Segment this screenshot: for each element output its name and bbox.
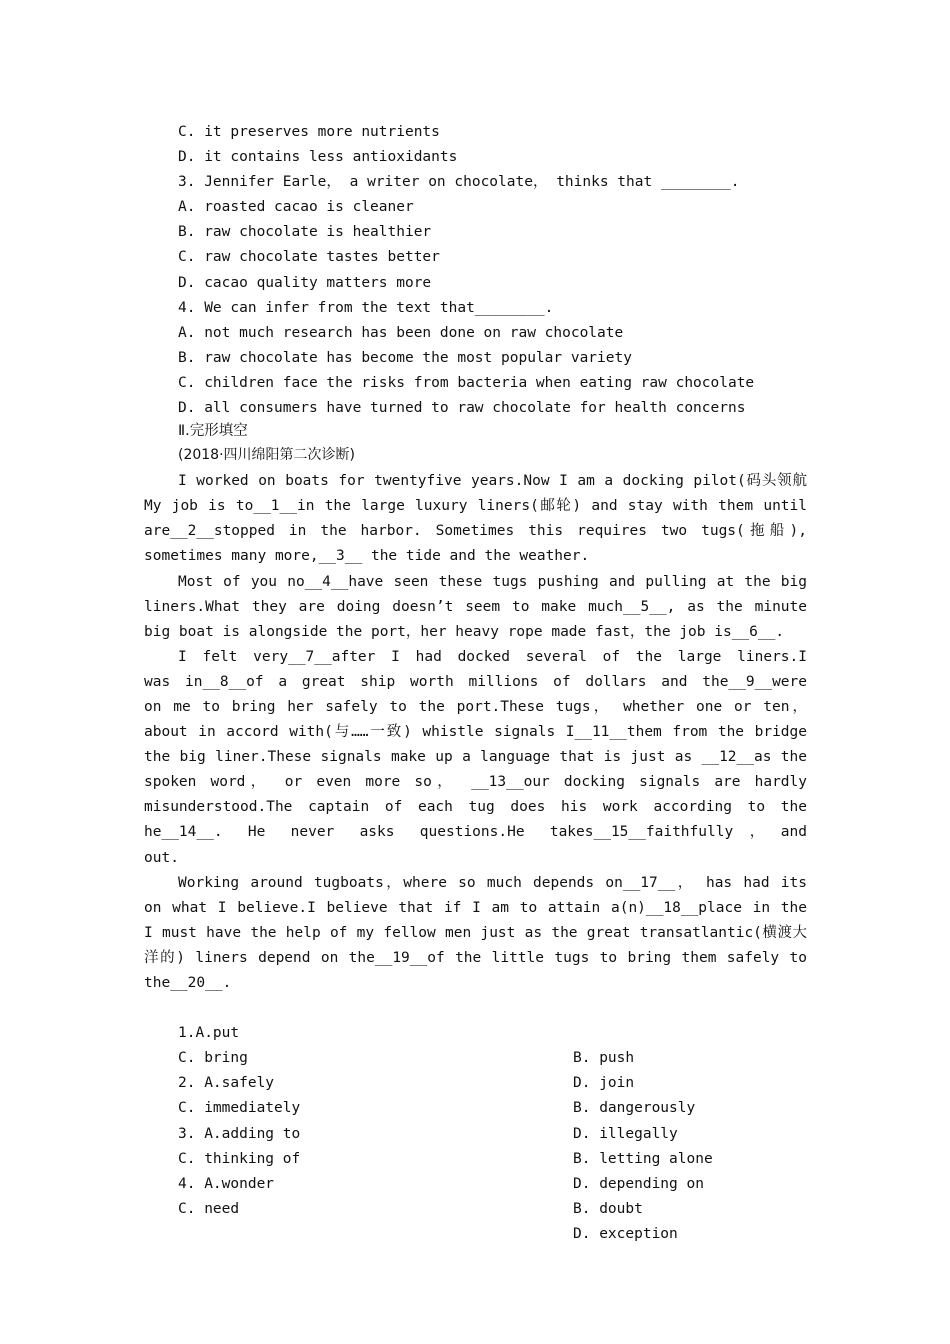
mc-line: B. raw chocolate is healthier [178,224,432,241]
document-page [144,120,807,1242]
passage-line: My job is to__1__in the large luxury liners(邮轮) and stay with them until [144,498,807,515]
option-left: C. immediately [178,1100,301,1117]
option-right: B. push [573,1050,635,1067]
passage-line: the__20__. [144,975,232,991]
mc-question-4: 4. We can infer from the text that________. [178,299,554,316]
option-left: 2. A.safely [178,1075,275,1092]
passage-line: misunderstood.The captain of each tug does his work according to the [144,799,807,816]
option-right: B. doubt [573,1200,643,1217]
section-heading: Ⅱ.完形填空 [178,423,248,440]
passage-line: Working around tugboats，where so much depends on__17__， has had its [178,874,807,891]
passage-line: I felt very__7__after I had docked several of the large liners.I [178,648,807,665]
passage-line: 洋的) liners depend on the__19__of the little tugs to bring them safely to [144,949,807,966]
passage-line: on me to bring her safely to the port.These tugs， whether one or ten， [144,698,807,715]
option-right: B. letting alone [573,1150,713,1167]
passage-line: I must have the help of my fellow men just as the great transatlantic(横渡大 [144,924,807,941]
option-left: 3. A.adding to [178,1125,301,1142]
passage-line: spoken word， or even more so， __13__our docking signals are hardly [144,774,807,791]
mc-line: C. children face the risks from bacteria when eating raw chocolate [178,374,755,391]
passage-line: was in__8__of a great ship worth millions of dollars and the__9__were [144,673,807,690]
option-left: C. thinking of [178,1150,301,1167]
passage-line: big boat is alongside the port，her heavy rope made fast，the job is__6__. [144,623,785,640]
option-left: 4. A.wonder [178,1175,275,1192]
mc-question-3: 3. Jennifer Earle， a writer on chocolate， thinks that ________. [178,174,740,191]
passage-line: Most of you no__4__have seen these tugs pushing and pulling at the big [178,573,807,590]
passage-line: I worked on boats for twentyfive years.Now I am a docking pilot(码头领航 [178,473,807,490]
option-right: D. join [573,1075,635,1092]
option-right: D. illegally [573,1125,678,1142]
option-left: C. bring [178,1050,248,1067]
passage-line: on what I believe.I believe that if I am to attain a(n)__18__place in the [144,899,807,916]
mc-line: D. all consumers have turned to raw chocolate for health concerns [178,400,746,417]
passage-line: out. [144,849,179,866]
passage-line: are__2__stopped in the harbor. Sometimes this requires two tugs(拖船), [144,523,807,540]
passage-line: about in accord with(与……一致) whistle signals I__11__them from the bridge [144,724,807,741]
option-left: 1.A.put [178,1025,240,1042]
option-right: B. dangerously [573,1100,696,1117]
mc-line: D. cacao quality matters more [178,274,432,291]
passage-line: he__14__. He never asks questions.He takes__15__faithfully，and [144,824,807,841]
passage-line: sometimes many more,__3__ the tide and the weather. [144,548,590,565]
mc-line: C. raw chocolate tastes better [178,249,440,266]
mc-line: D. it contains less antioxidants [178,149,458,166]
mc-line: B. raw chocolate has become the most popular variety [178,349,632,366]
option-right: D. depending on [573,1175,704,1192]
mc-line: C. it preserves more nutrients [178,124,440,140]
option-left: C. need [178,1200,240,1217]
passage-line: the big liner.These signals make up a language that is just as __12__as the [144,749,807,766]
option-right: D. exception [573,1225,678,1242]
mc-line: A. roasted cacao is cleaner [178,199,414,216]
mc-line: A. not much research has been done on raw chocolate [178,324,624,341]
passage-line: liners.What they are doing doesn’t seem to make much__5__, as the minute [144,598,807,615]
section-source: (2018·四川绵阳第二次诊断) [178,447,356,464]
